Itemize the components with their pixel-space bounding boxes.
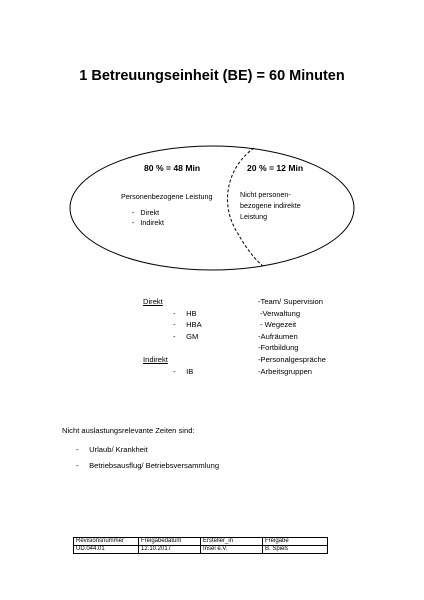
- direkt-item-hba: - HBA: [173, 320, 202, 330]
- left-list: [143, 296, 202, 377]
- right-list: [258, 296, 326, 377]
- non-relevant-item-label: Urlaub/ Krankheit: [89, 445, 148, 454]
- non-relevant-item: - Betriebsausflug/ Betriebsversammlung: [76, 461, 220, 470]
- left-item-direkt: [132, 208, 159, 218]
- right-list-item: - Wegezeit: [260, 320, 297, 330]
- left-item-label: Direkt: [140, 208, 160, 217]
- indirekt-label: Indirekt: [143, 354, 168, 364]
- right-caption-line-3: Leistung: [240, 212, 268, 221]
- direkt-item-gm: - GM: [173, 331, 199, 341]
- direkt-label: Direkt: [143, 297, 163, 306]
- right-list-item: -Verwaltung: [260, 308, 301, 318]
- footer-header-cell: Revisionsnummer: [74, 538, 139, 546]
- direkt-item-label: HB: [186, 308, 197, 318]
- indirekt-item-label: IB: [186, 366, 194, 376]
- be-ellipse: [70, 146, 354, 270]
- footer-value-cell: 12.10.2017: [139, 546, 201, 554]
- right-list-item: -Aufräumen: [258, 331, 298, 341]
- non-relevant-item: - Urlaub/ Krankheit: [76, 445, 148, 454]
- bullet-dash: -: [132, 208, 135, 217]
- right-caption-line-1: Nicht personen-: [240, 190, 291, 199]
- footer-value-cell: Insel e.V.: [201, 546, 263, 554]
- page-title: 1 Betreuungseinheit (BE) = 60 Minuten: [79, 68, 345, 84]
- right-list-item: -Team/ Supervision: [258, 297, 323, 306]
- right-caption-line-2: bezogene indirekte: [240, 201, 301, 210]
- direkt-item-hb: - HB: [173, 308, 197, 318]
- left-heading: 80 % = 48 Min: [144, 163, 201, 173]
- left-caption: Personenbezogene Leistung: [121, 192, 213, 201]
- right-list-item: -Arbeitsgruppen: [258, 366, 313, 376]
- footer-value-row: [74, 546, 328, 554]
- bullet-dash: -: [132, 218, 135, 227]
- left-item-label: Indirekt: [140, 218, 164, 227]
- footer-header-row: [74, 538, 328, 546]
- direkt-item-label: GM: [186, 331, 199, 341]
- revision-footer-table: [73, 537, 328, 554]
- direkt-item-label: HBA: [186, 320, 202, 330]
- footer-value-cell: B. Spieß: [263, 546, 328, 554]
- right-list-item: -Personalgespräche: [258, 354, 326, 364]
- footer-header-cell: Ersteller_in: [201, 538, 263, 546]
- left-item-indirekt: [132, 218, 164, 228]
- indirekt-item-ib: - IB: [173, 366, 194, 376]
- non-relevant-item-label: Betriebsausflug/ Betriebsversammlung: [89, 461, 220, 470]
- non-relevant-heading: Nicht auslastungsrelevante Zeiten sind:: [62, 426, 195, 435]
- right-heading: 20 % = 12 Min: [247, 163, 304, 173]
- right-list-item: -Fortbildung: [258, 343, 299, 353]
- footer-value-cell: UD.044.01: [74, 546, 139, 554]
- footer-header-cell: Freigabe: [263, 538, 328, 546]
- list-spacer: [143, 342, 202, 354]
- footer-header-cell: Freigabedatum: [139, 538, 201, 546]
